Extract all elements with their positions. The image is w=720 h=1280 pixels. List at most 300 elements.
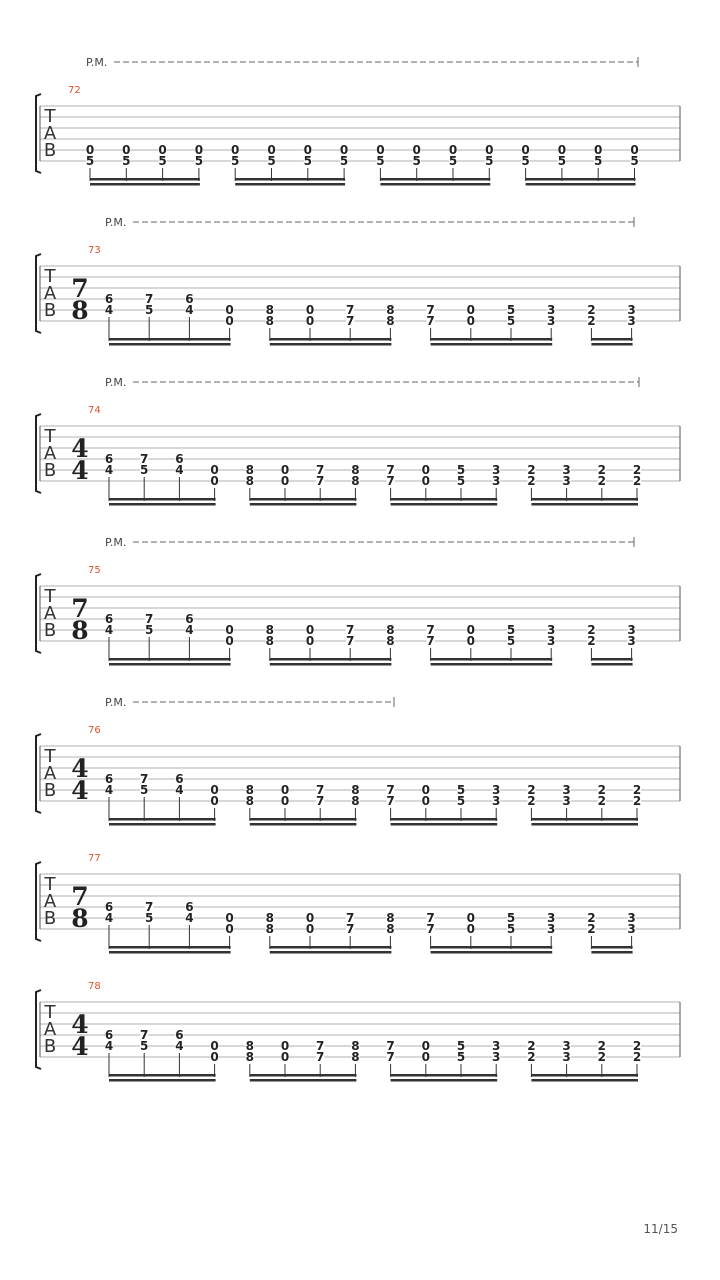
fret-number: 7 [346,303,355,317]
fret-number: 3 [492,1039,501,1053]
beam [391,1079,498,1082]
beam [250,498,357,501]
fret-number: 0 [210,1039,219,1053]
fret-number: 7 [316,474,325,488]
fret-number: 0 [412,143,421,157]
fret-number: 0 [210,474,219,488]
fret-number: 8 [245,474,254,488]
beam [270,343,392,346]
fret-number: 5 [506,303,516,317]
measure-number: 76 [88,725,101,736]
fret-number: 8 [386,922,395,936]
beam [250,818,357,821]
fret-number: 2 [527,1050,536,1064]
fret-number: 8 [265,634,274,648]
fret-number: 7 [426,911,435,925]
fret-number: 0 [421,783,430,797]
fret-number: 0 [421,1050,430,1064]
fret-number: 2 [587,911,596,925]
palm-mute-label: P.M. [105,376,127,389]
fret-number: 0 [225,623,234,637]
fret-number: 0 [122,143,131,157]
fret-number: 0 [158,143,167,157]
fret-number: 5 [376,154,385,168]
fret-number: 7 [386,474,395,488]
tab-clef-letter: T [44,266,56,287]
fret-number: 7 [140,452,149,466]
fret-number: 2 [597,1039,606,1053]
time-signature-top: 7 [71,882,89,911]
fret-number: 5 [521,154,530,168]
beam [250,1074,357,1077]
fret-number: 3 [562,1039,571,1053]
fret-number: 0 [466,634,475,648]
fret-number: 4 [104,783,114,797]
tab-clef-letter: B [43,620,57,641]
fret-number: 5 [506,634,516,648]
fret-number: 5 [506,911,516,925]
fret-number: 5 [122,154,131,168]
fret-number: 7 [386,794,395,808]
time-signature-bottom: 4 [71,456,89,485]
fret-number: 0 [305,911,315,925]
beam [235,183,345,186]
fret-number: 0 [225,303,234,317]
fret-number: 5 [85,154,95,168]
fret-number: 3 [492,474,501,488]
fret-number: 0 [280,783,290,797]
fret-number: 0 [210,794,219,808]
fret-number: 5 [630,154,639,168]
fret-number: 7 [426,623,435,637]
fret-number: 8 [351,783,360,797]
fret-number: 2 [587,623,596,637]
measure-number: 77 [88,853,101,864]
fret-number: 7 [145,612,154,626]
fret-number: 8 [386,911,395,925]
fret-number: 4 [104,303,114,317]
palm-mute-label: P.M. [105,216,127,229]
fret-number: 5 [145,303,154,317]
beam [431,946,553,949]
fret-number: 6 [185,612,194,626]
fret-number: 4 [104,1039,114,1053]
fret-number: 6 [104,452,114,466]
tab-clef-letter: B [43,908,57,929]
beam [531,1079,638,1082]
fret-number: 5 [194,154,204,168]
fret-number: 3 [627,623,636,637]
fret-number: 5 [158,154,167,168]
fret-number: 5 [267,154,276,168]
fret-number: 0 [280,794,290,808]
fret-number: 2 [527,474,536,488]
time-signature-top: 7 [71,274,89,303]
tab-clef-letter: T [44,746,56,767]
fret-number: 8 [351,1039,360,1053]
fret-number: 4 [104,463,114,477]
tab-clef-letter: T [44,426,56,447]
tab-clef-letter: T [44,106,56,127]
beam [270,951,392,954]
fret-number: 0 [521,143,530,157]
beam [90,183,200,186]
fret-number: 7 [386,463,395,477]
beam [531,498,638,501]
fret-number: 3 [547,634,556,648]
fret-number: 3 [562,1050,571,1064]
beam [235,178,345,181]
fret-number: 0 [466,922,475,936]
beam [380,183,490,186]
fret-number: 3 [562,463,571,477]
beam [431,951,553,954]
tab-clef-letter: A [43,1019,57,1040]
beam [591,343,632,346]
fret-number: 5 [339,154,349,168]
fret-number: 0 [280,1050,290,1064]
beam [109,1079,216,1082]
palm-mute-label: P.M. [86,56,108,69]
fret-number: 5 [412,154,421,168]
measure-number: 74 [88,405,101,416]
fret-number: 2 [587,634,596,648]
fret-number: 0 [630,143,639,157]
fret-number: 4 [175,463,184,477]
fret-number: 0 [210,463,219,477]
fret-number: 0 [305,303,315,317]
tab-clef-letter: B [43,300,57,321]
fret-number: 7 [346,623,355,637]
fret-number: 0 [448,143,458,157]
fret-number: 8 [265,303,274,317]
measure-number: 73 [88,245,101,256]
fret-number: 4 [104,623,114,637]
fret-number: 5 [557,154,567,168]
fret-number: 8 [386,634,395,648]
fret-number: 8 [245,783,254,797]
fret-number: 5 [145,911,154,925]
fret-number: 5 [485,154,494,168]
fret-number: 6 [104,772,114,786]
fret-number: 8 [386,303,395,317]
beam [591,658,632,661]
beam [591,663,632,666]
fret-number: 2 [597,474,606,488]
fret-number: 5 [456,474,466,488]
beam [270,663,392,666]
fret-number: 0 [305,314,315,328]
fret-number: 2 [527,1039,536,1053]
beam [391,823,498,826]
fret-number: 3 [547,922,556,936]
fret-number: 3 [547,911,556,925]
time-signature-bottom: 8 [71,296,89,325]
fret-number: 2 [597,794,606,808]
fret-number: 7 [316,794,325,808]
fret-number: 4 [185,623,194,637]
fret-number: 4 [104,911,114,925]
fret-number: 3 [562,474,571,488]
palm-mute-label: P.M. [105,696,127,709]
beam [109,951,231,954]
fret-number: 4 [175,1039,184,1053]
fret-number: 0 [225,922,234,936]
tab-clef-letter: T [44,1002,56,1023]
fret-number: 7 [145,900,154,914]
beam [591,338,632,341]
fret-number: 3 [547,623,556,637]
fret-number: 2 [527,463,536,477]
fret-number: 7 [316,1039,325,1053]
fret-number: 5 [456,1039,466,1053]
fret-number: 3 [562,783,571,797]
fret-number: 2 [597,783,606,797]
beam [109,1074,216,1077]
fret-number: 0 [376,143,385,157]
time-signature-bottom: 4 [71,1032,89,1061]
beam [109,338,231,341]
fret-number: 0 [280,1039,290,1053]
tab-clef-letter: T [44,874,56,895]
fret-number: 2 [632,783,642,797]
beam [250,823,357,826]
fret-number: 0 [594,143,603,157]
beam [90,178,200,181]
beam [250,503,357,506]
fret-number: 0 [305,634,315,648]
fret-number: 3 [627,911,636,925]
fret-number: 8 [351,463,360,477]
fret-number: 6 [175,452,184,466]
fret-number: 3 [627,634,636,648]
time-signature-bottom: 8 [71,616,89,645]
measure-number: 75 [88,565,101,576]
fret-number: 6 [185,292,194,306]
fret-number: 3 [627,922,636,936]
beam [391,818,498,821]
fret-number: 8 [245,463,254,477]
fret-number: 5 [506,314,516,328]
tab-clef-letter: T [44,586,56,607]
beam [109,823,216,826]
beam [380,178,490,181]
beam [591,946,632,949]
fret-number: 0 [466,911,475,925]
fret-number: 8 [351,474,360,488]
fret-number: 8 [351,794,360,808]
fret-number: 3 [492,794,501,808]
time-signature-top: 4 [71,754,89,783]
fret-number: 3 [547,303,556,317]
fret-number: 0 [466,623,475,637]
fret-number: 0 [557,143,567,157]
tab-clef-letter: A [43,123,57,144]
fret-number: 7 [316,463,325,477]
fret-number: 2 [587,314,596,328]
beam [109,818,216,821]
beam [591,951,632,954]
beam [109,658,231,661]
fret-number: 7 [426,314,435,328]
fret-number: 7 [426,922,435,936]
fret-number: 6 [104,292,114,306]
fret-number: 0 [303,143,312,157]
fret-number: 0 [225,314,234,328]
fret-number: 5 [456,794,466,808]
beam [531,823,638,826]
fret-number: 7 [426,303,435,317]
fret-number: 0 [421,474,430,488]
fret-number: 2 [632,1050,642,1064]
fret-number: 7 [386,1039,395,1053]
beam [270,338,392,341]
fret-number: 8 [265,911,274,925]
fret-number: 7 [386,1050,395,1064]
fret-number: 6 [104,612,114,626]
measure-number: 72 [68,85,81,96]
beam [526,183,636,186]
fret-number: 6 [175,1028,184,1042]
fret-number: 2 [597,463,606,477]
fret-number: 2 [632,1039,642,1053]
fret-number: 4 [185,303,194,317]
beam [109,343,231,346]
fret-number: 2 [632,474,642,488]
fret-number: 0 [305,922,315,936]
fret-number: 3 [492,783,501,797]
fret-number: 7 [140,772,149,786]
fret-number: 2 [632,463,642,477]
fret-number: 0 [421,1039,430,1053]
tab-clef-letter: B [43,780,57,801]
fret-number: 0 [280,463,290,477]
fret-number: 2 [632,794,642,808]
time-signature-bottom: 8 [71,904,89,933]
fret-number: 5 [303,154,312,168]
fret-number: 3 [562,794,571,808]
fret-number: 8 [351,1050,360,1064]
tab-clef-letter: A [43,763,57,784]
fret-number: 8 [265,314,274,328]
fret-number: 5 [506,623,516,637]
fret-number: 0 [267,143,276,157]
fret-number: 3 [547,314,556,328]
fret-number: 5 [231,154,240,168]
fret-number: 6 [175,772,184,786]
tab-clef-letter: A [43,443,57,464]
fret-number: 5 [506,922,516,936]
fret-number: 0 [421,463,430,477]
beam [391,503,498,506]
fret-number: 2 [587,922,596,936]
fret-number: 0 [210,783,219,797]
beam [431,343,553,346]
tab-clef-letter: B [43,140,57,161]
fret-number: 5 [140,783,149,797]
time-signature-bottom: 4 [71,776,89,805]
fret-number: 2 [527,783,536,797]
fret-number: 5 [145,623,154,637]
fret-number: 3 [492,1050,501,1064]
fret-number: 6 [185,900,194,914]
fret-number: 0 [421,794,430,808]
fret-number: 2 [587,303,596,317]
beam [109,498,216,501]
fret-number: 8 [245,1050,254,1064]
beam [431,658,553,661]
fret-number: 7 [346,314,355,328]
fret-number: 5 [140,463,149,477]
tab-clef-letter: B [43,1036,57,1057]
fret-number: 5 [456,1050,466,1064]
beam [270,658,392,661]
fret-number: 5 [594,154,603,168]
tab-clef-letter: B [43,460,57,481]
fret-number: 5 [456,463,466,477]
fret-number: 0 [225,911,234,925]
fret-number: 8 [386,623,395,637]
fret-number: 3 [627,303,636,317]
time-signature-top: 4 [71,434,89,463]
beam [109,503,216,506]
fret-number: 0 [280,474,290,488]
fret-number: 0 [225,634,234,648]
fret-number: 7 [346,634,355,648]
fret-number: 0 [466,303,475,317]
fret-number: 3 [492,463,501,477]
fret-number: 7 [426,634,435,648]
fret-number: 0 [231,143,240,157]
beam [109,946,231,949]
beam [431,338,553,341]
fret-number: 4 [175,783,184,797]
fret-number: 8 [265,922,274,936]
fret-number: 5 [456,783,466,797]
fret-number: 5 [448,154,458,168]
beam [109,663,231,666]
time-signature-top: 4 [71,1010,89,1039]
beam [270,946,392,949]
tab-clef-letter: A [43,283,57,304]
beam [431,663,553,666]
fret-number: 8 [265,623,274,637]
fret-number: 0 [466,314,475,328]
fret-number: 2 [527,794,536,808]
beam [391,1074,498,1077]
beam [391,498,498,501]
palm-mute-label: P.M. [105,536,127,549]
fret-number: 7 [386,783,395,797]
page-number: 11/15 [643,1222,678,1236]
tab-clef-letter: A [43,603,57,624]
beam [526,178,636,181]
fret-number: 7 [316,1050,325,1064]
fret-number: 2 [597,1050,606,1064]
beam [531,503,638,506]
time-signature-top: 7 [71,594,89,623]
beam [531,818,638,821]
fret-number: 8 [386,314,395,328]
fret-number: 7 [140,1028,149,1042]
beam [531,1074,638,1077]
beam [250,1079,357,1082]
fret-number: 6 [104,1028,114,1042]
fret-number: 7 [145,292,154,306]
fret-number: 0 [210,1050,219,1064]
fret-number: 0 [194,143,204,157]
fret-number: 7 [346,922,355,936]
